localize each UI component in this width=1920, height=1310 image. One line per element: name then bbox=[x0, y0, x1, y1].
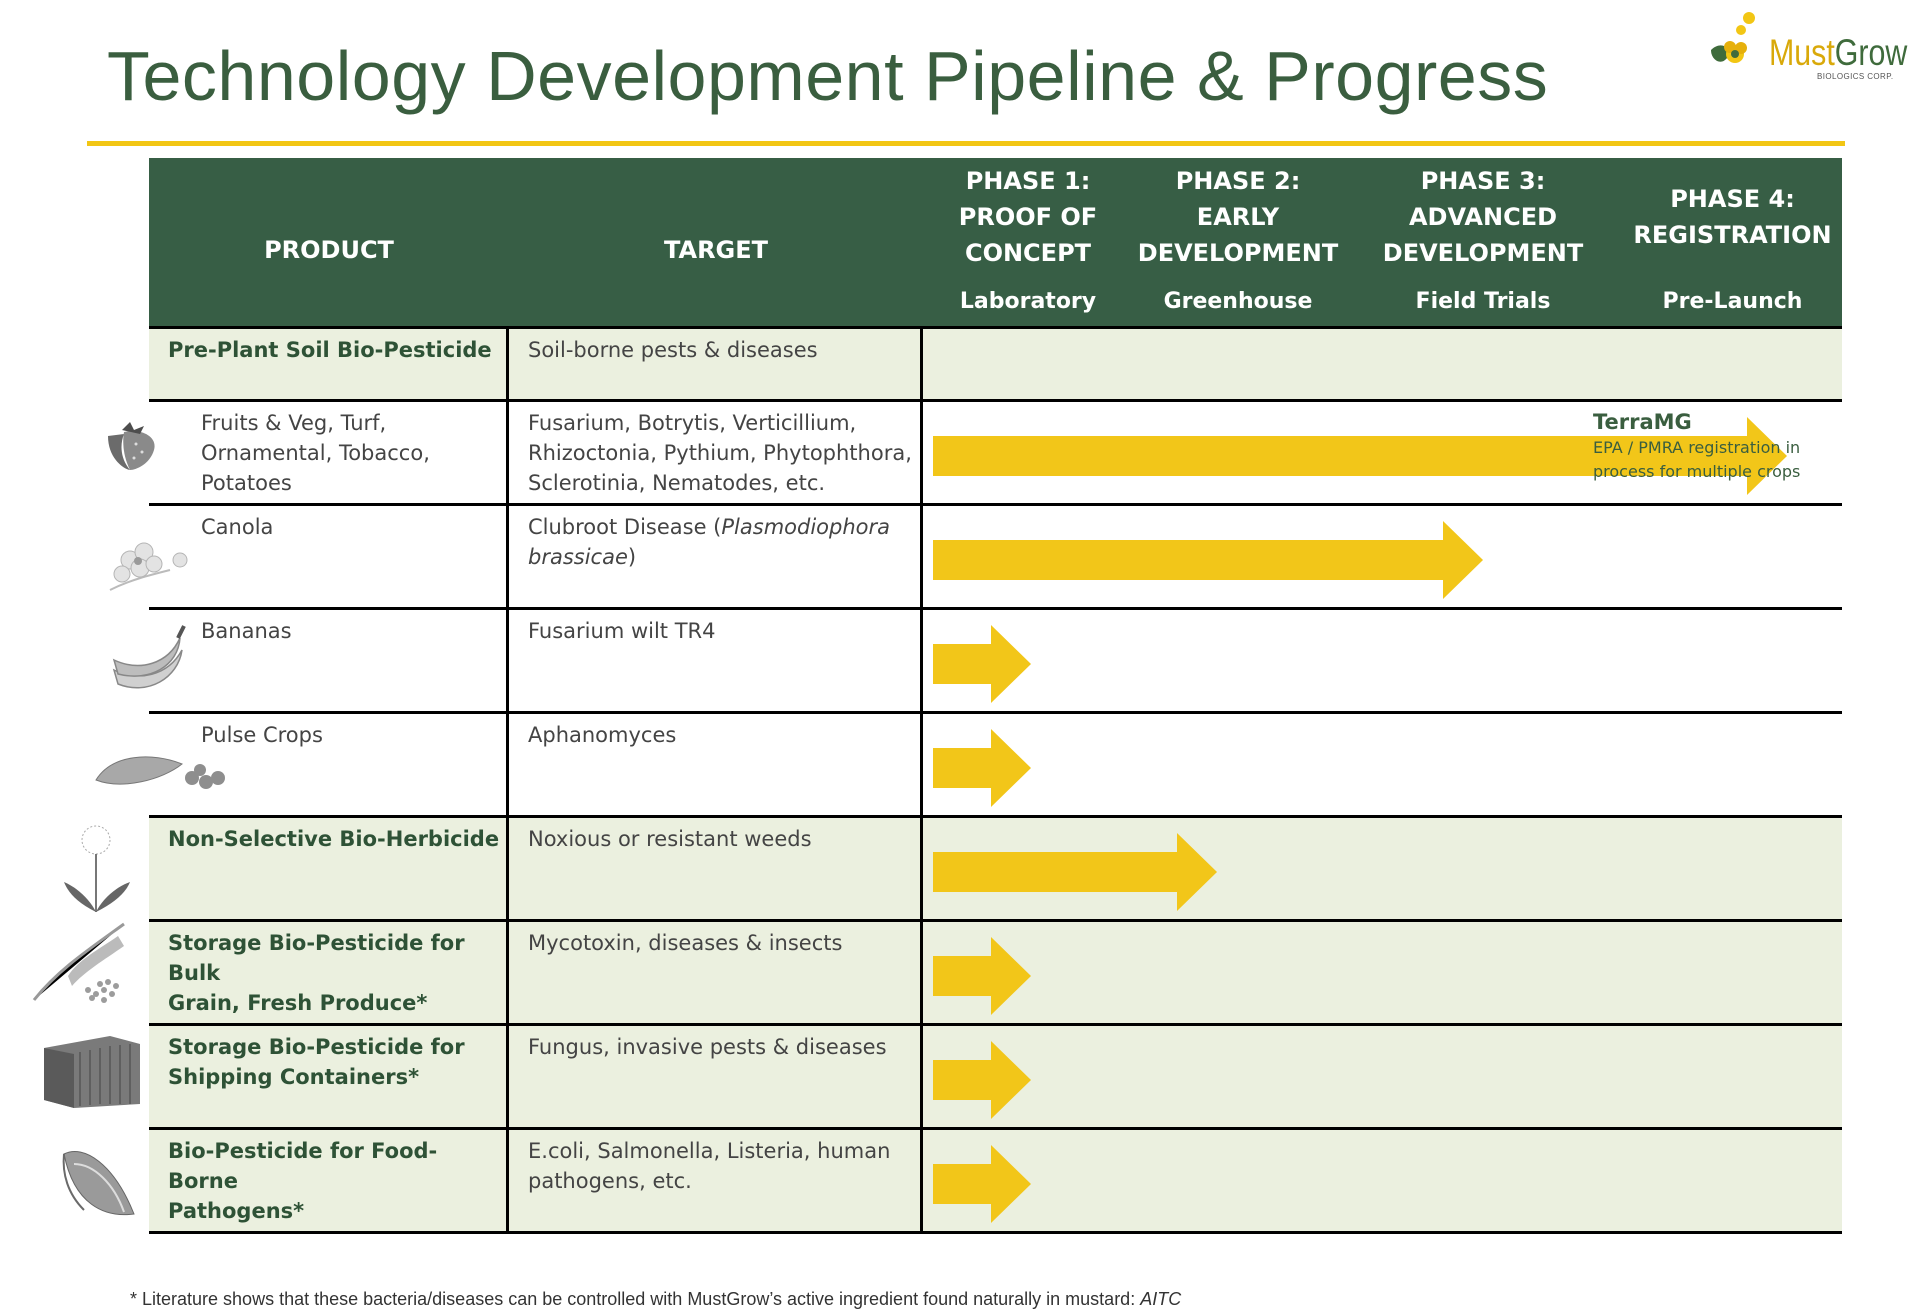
lettuce-icon bbox=[54, 1134, 144, 1224]
table-row bbox=[149, 329, 1842, 402]
progress-arrow bbox=[933, 521, 1483, 599]
target-text: Noxious or resistant weeds bbox=[528, 827, 812, 851]
stage-greenhouse: Greenhouse bbox=[1163, 289, 1313, 314]
canola-flower-icon bbox=[100, 530, 210, 600]
registration-note bbox=[1593, 408, 1833, 484]
header-phase-4: PHASE 4: REGISTRATION bbox=[1633, 185, 1832, 249]
progress-arrow bbox=[933, 833, 1217, 911]
footnote: * Literature shows that these bacteria/diseases can be controlled with MustGrow’s active ingredient found naturally in mustard: AITC bbox=[130, 1289, 1182, 1309]
target-text: Fusarium, Botrytis, Verticillium, Rhizoctonia, Pythium, Phytophthora, Sclerotinia, Nematodes, etc. bbox=[528, 411, 912, 495]
pulse-pod-icon bbox=[92, 744, 232, 794]
table-header bbox=[149, 158, 1842, 328]
target-text: Fusarium wilt TR4 bbox=[528, 619, 716, 643]
logo-wordmark: MustGrow bbox=[1769, 32, 1908, 73]
product-name: Canola bbox=[201, 515, 274, 539]
note-title: TerraMG bbox=[1593, 410, 1692, 434]
stage-laboratory: Laboratory bbox=[959, 289, 1097, 314]
product-name: Pre-Plant Soil Bio-Pesticide bbox=[168, 338, 492, 362]
dandelion-icon bbox=[56, 822, 136, 922]
banana-icon bbox=[108, 620, 193, 700]
target-text: Clubroot Disease (Plasmodiophora brassicae) bbox=[528, 515, 891, 569]
progress-arrow bbox=[933, 1145, 1031, 1223]
target-text: Mycotoxin, diseases & insects bbox=[528, 931, 843, 955]
mustard-flower-icon bbox=[1705, 10, 1769, 70]
page-title: Technology Development Pipeline & Progress bbox=[107, 37, 1549, 115]
header-target: TARGET bbox=[663, 236, 769, 264]
grain-icon bbox=[28, 920, 148, 1010]
header-phase-1: PHASE 1: PROOF OF CONCEPT bbox=[958, 167, 1098, 267]
shipping-container-icon bbox=[40, 1030, 144, 1110]
target-text: Soil-borne pests & diseases bbox=[528, 338, 818, 362]
header-phase-2: PHASE 2: EARLY DEVELOPMENT bbox=[1137, 167, 1339, 267]
product-name: Storage Bio-Pesticide for Shipping Containers* bbox=[168, 1035, 465, 1089]
product-name: Fruits & Veg, Turf, Ornamental, Tobacco, Potatoes bbox=[201, 411, 430, 495]
progress-arrow bbox=[933, 1041, 1031, 1119]
strawberry-icon bbox=[100, 418, 160, 473]
product-name: Non-Selective Bio-Herbicide bbox=[168, 827, 500, 851]
product-name: Pulse Crops bbox=[201, 723, 323, 747]
stage-field-trials: Field Trials bbox=[1415, 289, 1551, 314]
header-product: PRODUCT bbox=[264, 236, 394, 264]
logo-subtitle: BIOLOGICS CORP. bbox=[1817, 72, 1894, 81]
progress-arrow bbox=[933, 729, 1031, 807]
title-underline bbox=[87, 141, 1845, 146]
progress-arrow bbox=[933, 937, 1031, 1015]
mustgrow-logo bbox=[1705, 10, 1908, 90]
target-text: E.coli, Salmonella, Listeria, human pathogens, etc. bbox=[528, 1139, 891, 1193]
note-text: EPA / PMRA registration in process for multiple crops bbox=[1593, 438, 1801, 481]
header-phase-3: PHASE 3: ADVANCED DEVELOPMENT bbox=[1382, 167, 1584, 267]
target-text: Aphanomyces bbox=[528, 723, 677, 747]
target-text: Fungus, invasive pests & diseases bbox=[528, 1035, 887, 1059]
product-name: Storage Bio-Pesticide for Bulk Grain, Fresh Produce* bbox=[168, 931, 465, 1015]
progress-arrow bbox=[933, 625, 1031, 703]
product-name: Bio-Pesticide for Food-Borne Pathogens* bbox=[168, 1139, 438, 1223]
product-name: Bananas bbox=[201, 619, 292, 643]
stage-pre-launch: Pre-Launch bbox=[1662, 289, 1803, 314]
